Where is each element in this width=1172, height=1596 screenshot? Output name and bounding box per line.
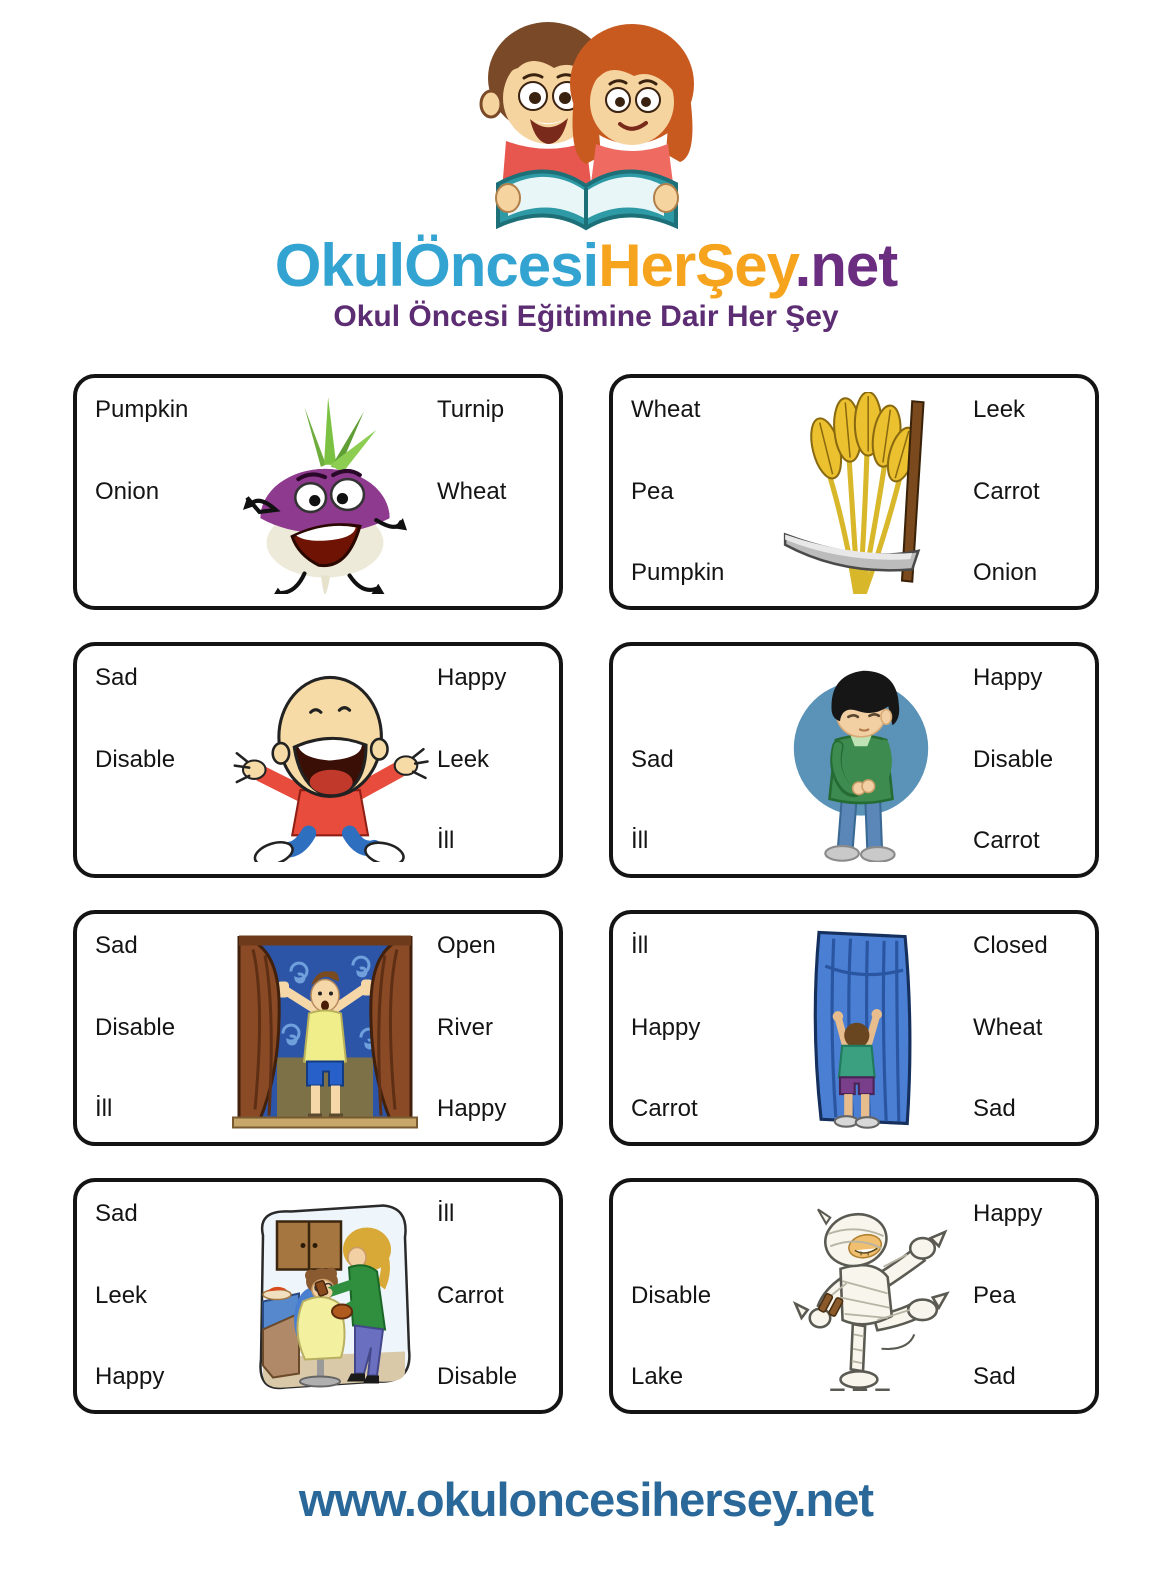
word-option[interactable]: Pumpkin <box>631 559 725 586</box>
word-column-right <box>973 928 1083 1130</box>
word-option[interactable]: İll <box>437 1200 455 1227</box>
word-option[interactable]: İll <box>631 827 649 854</box>
page-header <box>0 0 1172 334</box>
word-option[interactable]: Leek <box>95 1281 148 1309</box>
word-option[interactable]: Sad <box>973 1095 1016 1122</box>
word-option[interactable]: İll <box>95 1095 113 1122</box>
word-option[interactable] <box>95 827 213 856</box>
word-option[interactable]: Happy <box>437 664 507 691</box>
caregiver-feeding-sick-person-illustration <box>213 1196 437 1398</box>
word-option[interactable]: Disable <box>973 745 1054 773</box>
exercise-card-ill-care <box>73 1178 563 1414</box>
word-option[interactable]: İll <box>631 932 649 959</box>
word-option[interactable]: Disable <box>631 1281 712 1309</box>
word-option[interactable] <box>95 559 213 588</box>
word-option[interactable]: Sad <box>95 932 138 959</box>
turnip-character-illustration <box>213 392 437 594</box>
word-column-left <box>631 660 749 862</box>
word-option[interactable]: Disable <box>95 745 176 773</box>
word-option[interactable]: Open <box>437 932 496 959</box>
site-title-part-blue: OkulÖncesi <box>274 232 599 299</box>
word-column-left <box>95 660 213 862</box>
worksheet-card-grid <box>73 374 1099 1414</box>
word-column-left <box>631 1196 749 1398</box>
word-column-right <box>973 660 1083 862</box>
exercise-card-disable <box>609 1178 1099 1414</box>
word-option[interactable]: Turnip <box>437 396 505 423</box>
exercise-card-turnip <box>73 374 563 610</box>
word-option[interactable]: Disable <box>95 1013 176 1041</box>
exercise-card-sad <box>609 642 1099 878</box>
laughing-happy-man-illustration <box>213 660 437 862</box>
exercise-card-closed <box>609 910 1099 1146</box>
kids-reading-book-logo <box>436 6 736 234</box>
word-option[interactable]: Carrot <box>973 477 1040 505</box>
word-option[interactable]: Onion <box>95 477 160 505</box>
sad-boy-illustration <box>749 660 973 862</box>
word-column-right <box>973 392 1083 594</box>
word-option[interactable]: Sad <box>973 1363 1016 1390</box>
word-column-right <box>437 392 547 594</box>
word-option[interactable]: Sad <box>95 664 138 691</box>
word-option[interactable]: Wheat <box>631 396 701 423</box>
word-column-left <box>95 392 213 594</box>
word-option[interactable]: Happy <box>437 1095 507 1122</box>
word-option[interactable]: Happy <box>631 1013 701 1041</box>
word-column-left <box>95 928 213 1130</box>
boy-closing-curtains-illustration <box>749 928 973 1130</box>
word-column-left <box>631 928 749 1130</box>
word-option[interactable]: Wheat <box>437 477 507 505</box>
word-option[interactable]: Happy <box>973 664 1043 691</box>
man-opening-curtains-illustration <box>213 928 437 1130</box>
word-option[interactable]: Disable <box>437 1363 518 1390</box>
word-column-left <box>95 1196 213 1398</box>
word-option[interactable]: Leek <box>973 396 1026 423</box>
word-option[interactable]: Carrot <box>973 827 1040 854</box>
wheat-and-scythe-illustration <box>749 392 973 594</box>
word-column-right <box>437 1196 547 1398</box>
site-title-part-tld: .net <box>794 232 898 299</box>
word-option[interactable]: İll <box>437 827 455 854</box>
word-option[interactable]: Onion <box>973 559 1038 586</box>
word-option[interactable]: Carrot <box>631 1095 698 1122</box>
exercise-card-open <box>73 910 563 1146</box>
word-option[interactable] <box>631 664 749 693</box>
word-option[interactable]: Wheat <box>973 1013 1043 1041</box>
site-title <box>0 232 1172 299</box>
word-column-right <box>437 928 547 1130</box>
word-option[interactable]: Leek <box>437 745 490 773</box>
site-url-footer: www.okuloncesihersey.net <box>298 1473 874 1526</box>
exercise-card-happy <box>73 642 563 878</box>
word-option[interactable] <box>631 1200 749 1229</box>
word-option[interactable] <box>437 559 547 588</box>
word-column-right <box>437 660 547 862</box>
word-option[interactable]: Pea <box>973 1281 1016 1309</box>
word-option[interactable]: Pumpkin <box>95 396 189 423</box>
site-title-part-orange: HerŞey <box>598 232 795 299</box>
word-option[interactable]: Happy <box>973 1200 1043 1227</box>
word-option[interactable]: Closed <box>973 932 1048 959</box>
bandaged-mummy-figure-illustration <box>749 1196 973 1398</box>
word-column-right <box>973 1196 1083 1398</box>
exercise-card-wheat <box>609 374 1099 610</box>
word-option[interactable]: Sad <box>631 745 674 773</box>
word-option[interactable]: Carrot <box>437 1281 504 1309</box>
word-column-left <box>631 392 749 594</box>
word-option[interactable]: Pea <box>631 477 674 505</box>
word-option[interactable]: River <box>437 1013 494 1041</box>
site-subtitle: Okul Öncesi Eğitimine Dair Her Şey <box>333 300 839 333</box>
word-option[interactable]: Happy <box>95 1363 165 1390</box>
word-option[interactable]: Lake <box>631 1363 684 1390</box>
word-option[interactable]: Sad <box>95 1200 138 1227</box>
